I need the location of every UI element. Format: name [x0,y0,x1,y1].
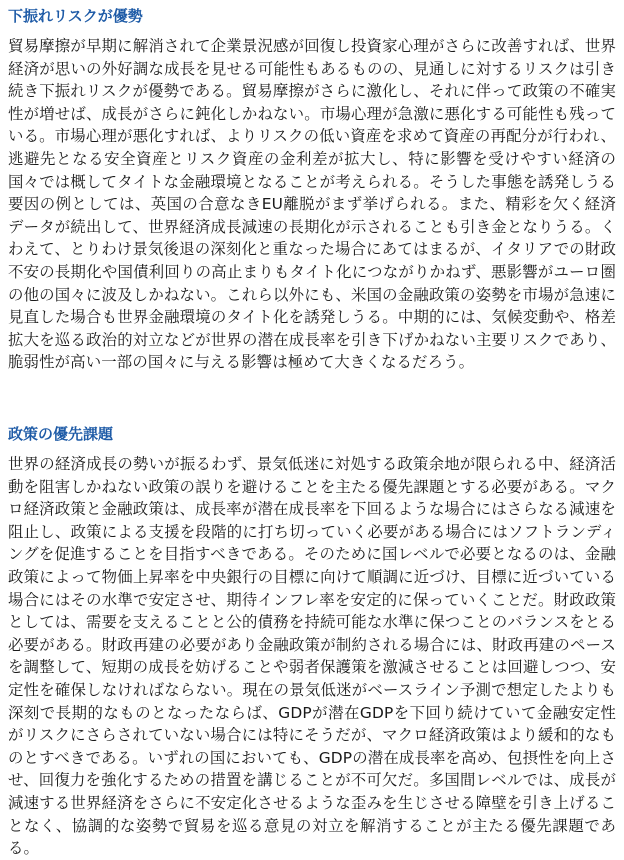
section-heading: 下振れリスクが優勢 [8,7,143,25]
section-policy-priorities [8,424,616,860]
section-body-text: 貿易摩擦が早期に解消されて企業景況感が回復し投資家心理がさらに改善すれば、世界経済が思いの外好調な成長を見せる可能性もあるものの、見通しに対するリスクは引き続き下振れリスクが優勢である。貿易摩擦がさらに激化し、それに伴って政策の不確実性が増せば、成長がさらに鈍化しかねない。市場心理が急激に悪化する可能性も残っている。市場心理が悪化すれば、よりリスクの低い資産を求めて資産の再配分が行われ、逃避先となる安全資産とリスク資産の金利差が拡大し、特に影響を受けやすい経済の国々では概してタイトな金融環境となることが考えられる。そうした事態を誘発しうる要因の例としては、英国の合意なきEU離脱がまず挙げられる。また、精彩を欠く経済データが続出して、世界経済成長減速の長期化が示されることも引き金となりうる。くわえて、とりわけ景気後退の深刻化と重なった場合にあてはまるが、イタリアでの財政不安の長期化や国債利回りの高止まりもタイト化につながりかねず、悪影響がユーロ圏の他の国々に波及しかねない。これら以外にも、米国の金融政策の姿勢を市場が急速に見直した場合も世界金融環境のタイト化を誘発しうる。中期的には、気候変動や、格差拡大を巡る政治的対立などが世界の潜在成長率を引き下げかねない主要リスクであり、脆弱性が高い一部の国々に与える影響は極めて大きくなるだろう。 [8,37,616,372]
section-body-text: 世界の経済成長の勢いが振るわず、景気低迷に対処する政策余地が限られる中、経済活動を阻害しかねない政策の誤りを避けることを主たる優先課題とする必要がある。マクロ経済政策と金融政策は、成長率が潜在成長率を下回るような場合にはさらなる減速を阻止し、政策による支援を段階的に打ち切っていく必要がある場合にはソフトランディングを促進することを目指すべきである。そのために国レベルで必要となるのは、金融政策によって物価上昇率を中央銀行の目標に向けて順調に近づけ、目標に近づいている場合にはその水準で安定させ、期待インフレ率を安定的に保っていくことだ。財政政策としては、需要を支えることと公的債務を持続可能な水準に保つことのバランスをとる必要がある。財政再建の必要があり金融政策が制約される場合には、財政再建のペースを調整して、短期の成長を妨げることや弱者保護策を激減させることは回避しつつ、安定性を確保しなければならない。現在の景気低迷がベースライン予測で想定したよりも深刻で長期的なものとなったならば、GDPが潜在GDPを下回り続けていて金融安定性がリスクにさらされていない場合には特にそうだが、マクロ経済政策はより緩和的なものとすべきである。いずれの国においても、GDPの潜在成長率を高め、包摂性を向上させ、回復力を強化するための措置を講じることが不可欠だ。多国間レベルでは、成長が減速する世界経済をさらに不安定化させるような歪みを生じさせる障壁を引き上げることなく、協調的な姿勢で貿易を巡る意見の対立を解消することが主たる優先課題である。 [8,455,616,858]
section-downside-risks [8,6,616,416]
document-page [8,6,616,860]
section-heading: 政策の優先課題 [8,425,114,443]
